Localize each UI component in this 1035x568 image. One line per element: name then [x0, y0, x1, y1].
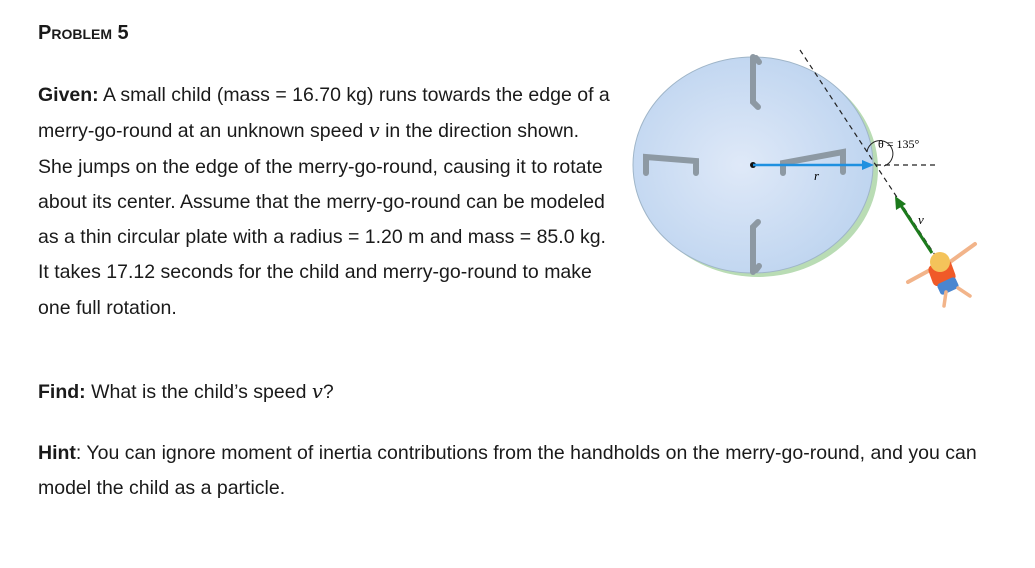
hint-text: : You can ignore moment of inertia contributions from the handholds on the merry-go-round, and you can model the child as a particle. [38, 442, 977, 499]
hint-label: Hint [38, 442, 76, 464]
velocity-label: v [918, 212, 924, 227]
given-text: A small child (mass = 16.70 kg) runs towards the edge of a merry-go-round at an unknown speed [38, 84, 610, 143]
find-end: ? [322, 381, 334, 403]
given-label: Given: [38, 84, 99, 106]
find-text: What is the child’s speed [91, 381, 307, 403]
child-illustration [908, 244, 975, 306]
radius-label: r [814, 168, 820, 183]
problem-title: Problem 5 [38, 22, 129, 44]
given-var: v [368, 119, 380, 143]
find-var: v [311, 380, 323, 403]
angle-label: θ = 135° [878, 137, 920, 151]
velocity-arrow [900, 204, 932, 253]
given-text-2: in the direction shown. She jumps on the edge of the merry-go-round, causing it to rotate about its center. Assume that the merry-go-round can be modeled as a thin circular plate with a radius = 1.20 m and mass = 85.0 kg. It takes 17.12 seconds for the child and merry-go-round to make one full rotation. [38, 120, 606, 319]
find-label: Find: [38, 381, 86, 403]
